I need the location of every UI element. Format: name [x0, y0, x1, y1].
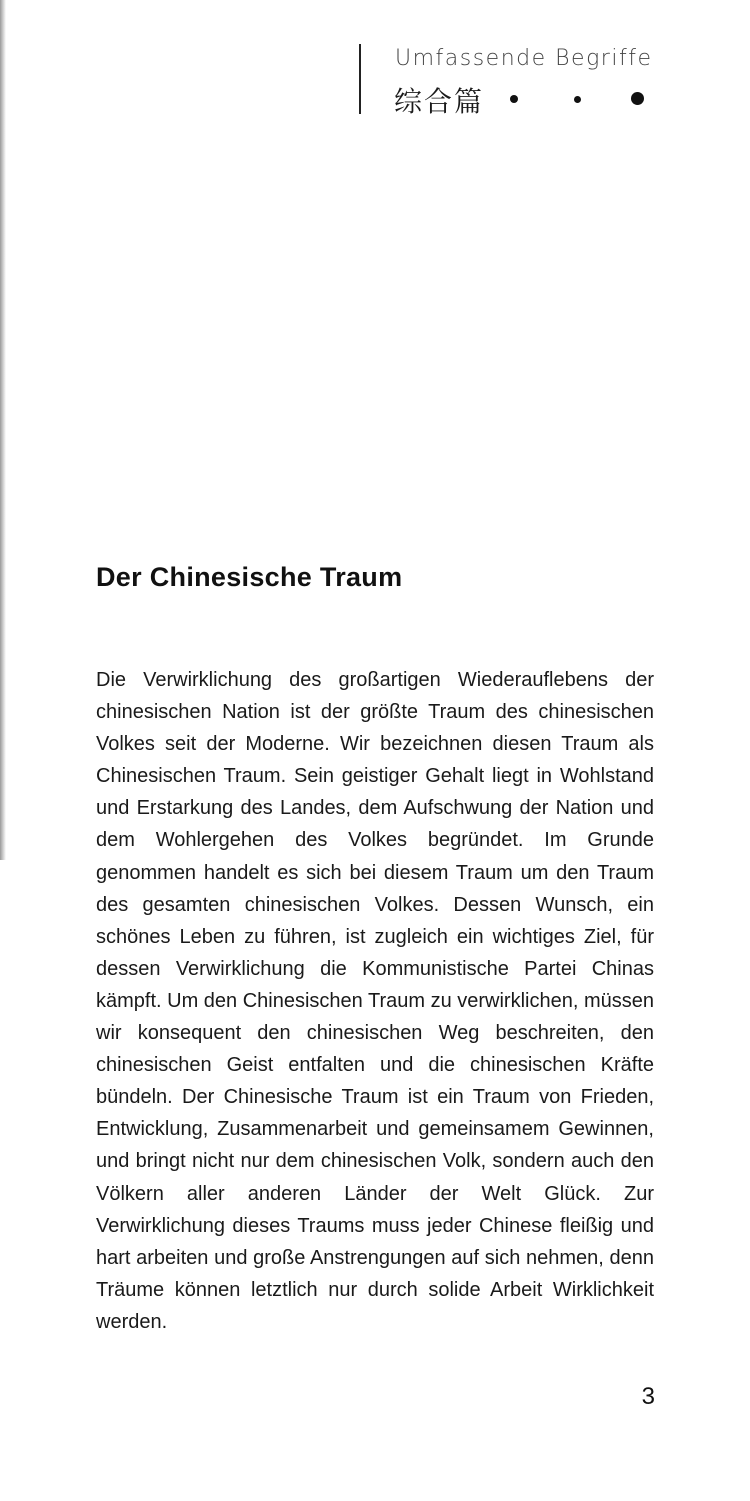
- article-title: Der Chinesische Traum: [96, 562, 403, 592]
- decorative-dot-small: [574, 96, 581, 103]
- section-label: Umfassende Begriffe: [395, 46, 653, 71]
- book-spine-edge: [0, 0, 6, 860]
- decorative-dot-small: [510, 95, 518, 103]
- decorative-dot-large: [631, 92, 644, 105]
- section-label-cn-row: [394, 80, 674, 116]
- page-number: 3: [641, 1383, 655, 1410]
- header-divider: [359, 44, 361, 114]
- article-body: Die Verwirklichung des großartigen Wiederauflebens der chinesischen Nation ist der größte Traum des chinesischen Volkes seit der Moderne. Wir bezeichnen diesen Traum als Chinesischen Traum. Sein geistiger Gehalt liegt in Wohlstand und Erstarkung des Landes, dem Aufschwung der Nation und dem Wohlergehen des Volkes begründet. Im Grunde genommen handelt es sich bei diesem Traum um den Traum des gesamten chinesischen Volkes. Dessen Wunsch, ein schönes Leben zu führen, ist zugleich ein wichtiges Ziel, für dessen Verwirklichung die Kommunistische Partei Chinas kämpft. Um den Chinesischen Traum zu verwirklichen, müssen wir konsequent den chinesischen Weg beschreiten, den chinesischen Geist entfalten und die chinesischen Kräfte bündeln. Der Chinesische Traum ist ein Traum von Frieden, Entwicklung, Zusammenarbeit und gemeinsamem Gewinnen, und bringt nicht nur dem chinesischen Volk, sondern auch den Völkern aller anderen Länder der Welt Glück. Zur Verwirklichung dieses Traums muss jeder Chinese fleißig und hart arbeiten und große Anstrengungen auf sich nehmen, denn Träume können letztlich nur durch solide Arbeit Wirklichkeit werden.: [96, 669, 654, 1333]
- section-label-cn: 综合篇: [394, 85, 485, 118]
